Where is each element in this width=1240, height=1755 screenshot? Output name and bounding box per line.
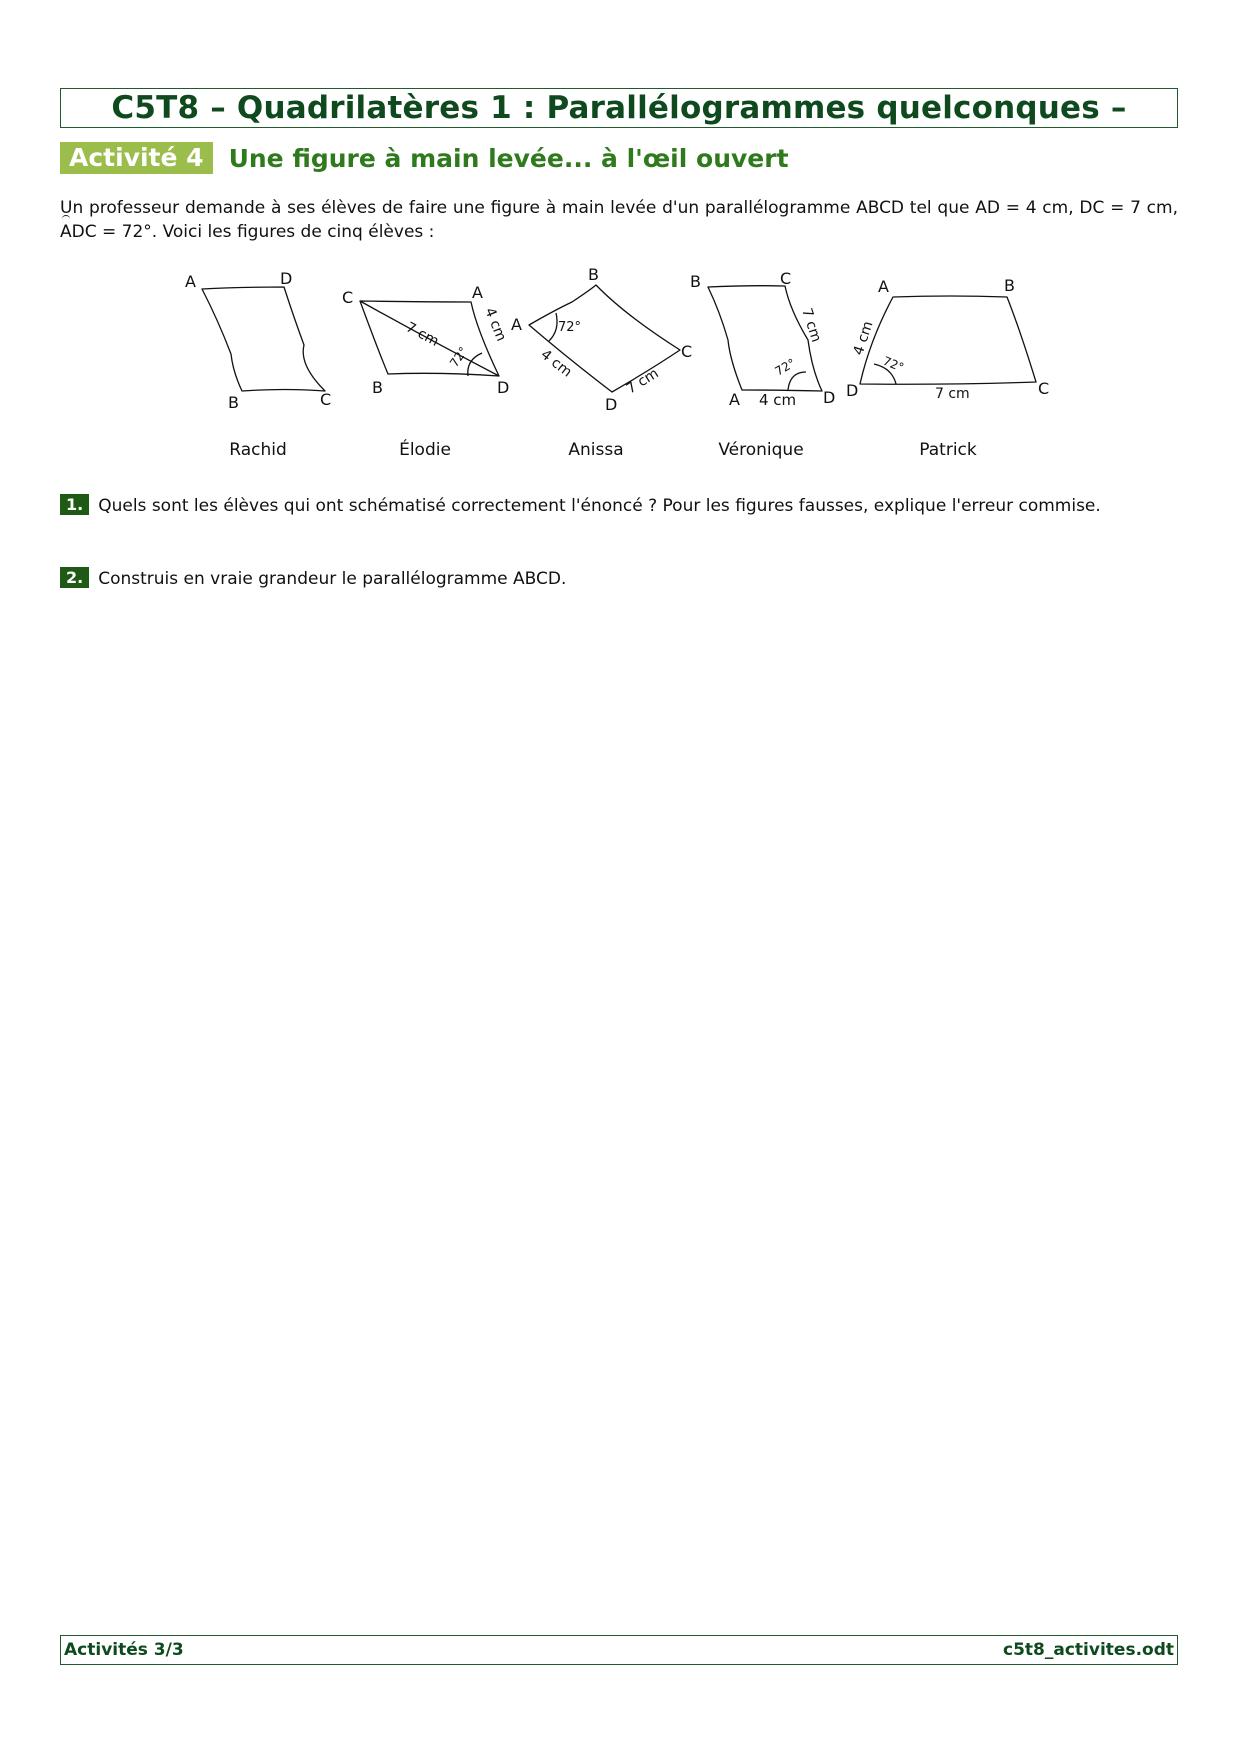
patrick-ad-length: 4 cm [850, 319, 877, 358]
question-2-number: 2. [60, 567, 89, 588]
intro-text: Un professeur demande à ses élèves de faire une figure à main levée d'un parallélogramme ABCD tel que AD = 4 cm, DC = 7 cm, [60, 198, 1178, 218]
elodie-label-c: C [342, 288, 354, 307]
anissa-label-b: B [588, 265, 599, 284]
question-1-number: 1. [60, 494, 89, 515]
student-name-anissa: Anissa [568, 440, 624, 460]
veronique-label-d: D [823, 388, 836, 407]
activity-badge: Activité 4 [60, 142, 213, 174]
veronique-angle-arc [788, 372, 806, 390]
anissa-label-c: C [681, 342, 693, 361]
question-1 [60, 494, 1178, 518]
elodie-angle-value: 72° [446, 344, 471, 370]
patrick-label-d: D [846, 381, 859, 400]
page-footer [60, 1635, 1178, 1665]
patrick-label-a: A [878, 277, 889, 296]
elodie-side-length: 4 cm [481, 305, 510, 344]
patrick-figure [860, 296, 1036, 384]
student-name-rachid: Rachid [229, 440, 287, 460]
intro-paragraph [60, 196, 1178, 244]
anissa-dc-length: 7 cm [623, 365, 662, 398]
rachid-label-d: D [280, 269, 293, 288]
elodie-angle-arc [468, 353, 482, 376]
student-name-patrick: Patrick [919, 440, 977, 460]
veronique-label-b: B [690, 272, 701, 291]
activity-title: Une figure à main levée... à l'œil ouvert [228, 143, 789, 173]
patrick-label-b: B [1004, 276, 1015, 295]
student-name-elodie: Élodie [399, 440, 451, 460]
footer-right: c5t8_activites.odt [1003, 1640, 1174, 1660]
anissa-angle-arc [549, 313, 557, 341]
anissa-label-a: A [511, 315, 522, 334]
elodie-label-a: A [472, 283, 483, 302]
question-2-text: Construis en vraie grandeur le parallélogramme ABCD. [98, 569, 567, 589]
rachid-label-c: C [320, 390, 332, 409]
patrick-label-c: C [1038, 379, 1050, 398]
rachid-label-a: A [185, 272, 196, 291]
rachid-figure [202, 287, 325, 391]
veronique-label-c: C [780, 269, 792, 288]
patrick-dc-length: 7 cm [935, 386, 970, 402]
intro-text-end: DC = 72°. Voici les figures de cinq élèves : [71, 222, 435, 242]
elodie-label-b: B [372, 378, 383, 397]
question-1-text: Quels sont les élèves qui ont schématisé correctement l'énoncé ? Pour les figures fausses, explique l'erreur commise. [98, 496, 1101, 516]
elodie-label-d: D [497, 378, 510, 397]
anissa-angle-value: 72° [558, 320, 582, 335]
student-figures [0, 255, 1240, 430]
anissa-label-d: D [605, 395, 618, 414]
veronique-label-a: A [729, 390, 740, 409]
question-2 [60, 567, 1178, 591]
anissa-ad-length: 4 cm [537, 346, 575, 381]
veronique-cd-length: 7 cm [798, 306, 825, 345]
student-name-veronique: Véronique [718, 440, 804, 460]
patrick-angle-value: 72° [880, 353, 906, 375]
student-names [0, 440, 1240, 464]
rachid-label-b: B [228, 393, 239, 412]
veronique-angle-value: 72° [772, 355, 798, 379]
footer-left: Activités 3/3 [64, 1640, 184, 1660]
veronique-figure [708, 286, 825, 391]
angle-hat-letter: A [60, 222, 72, 242]
page-title: C5T8 – Quadrilatères 1 : Parallélogrammes quelconques – [60, 88, 1178, 128]
veronique-ad-length: 4 cm [759, 391, 797, 409]
activity-heading [60, 142, 789, 174]
elodie-diagonal-length: 7 cm [403, 319, 442, 350]
